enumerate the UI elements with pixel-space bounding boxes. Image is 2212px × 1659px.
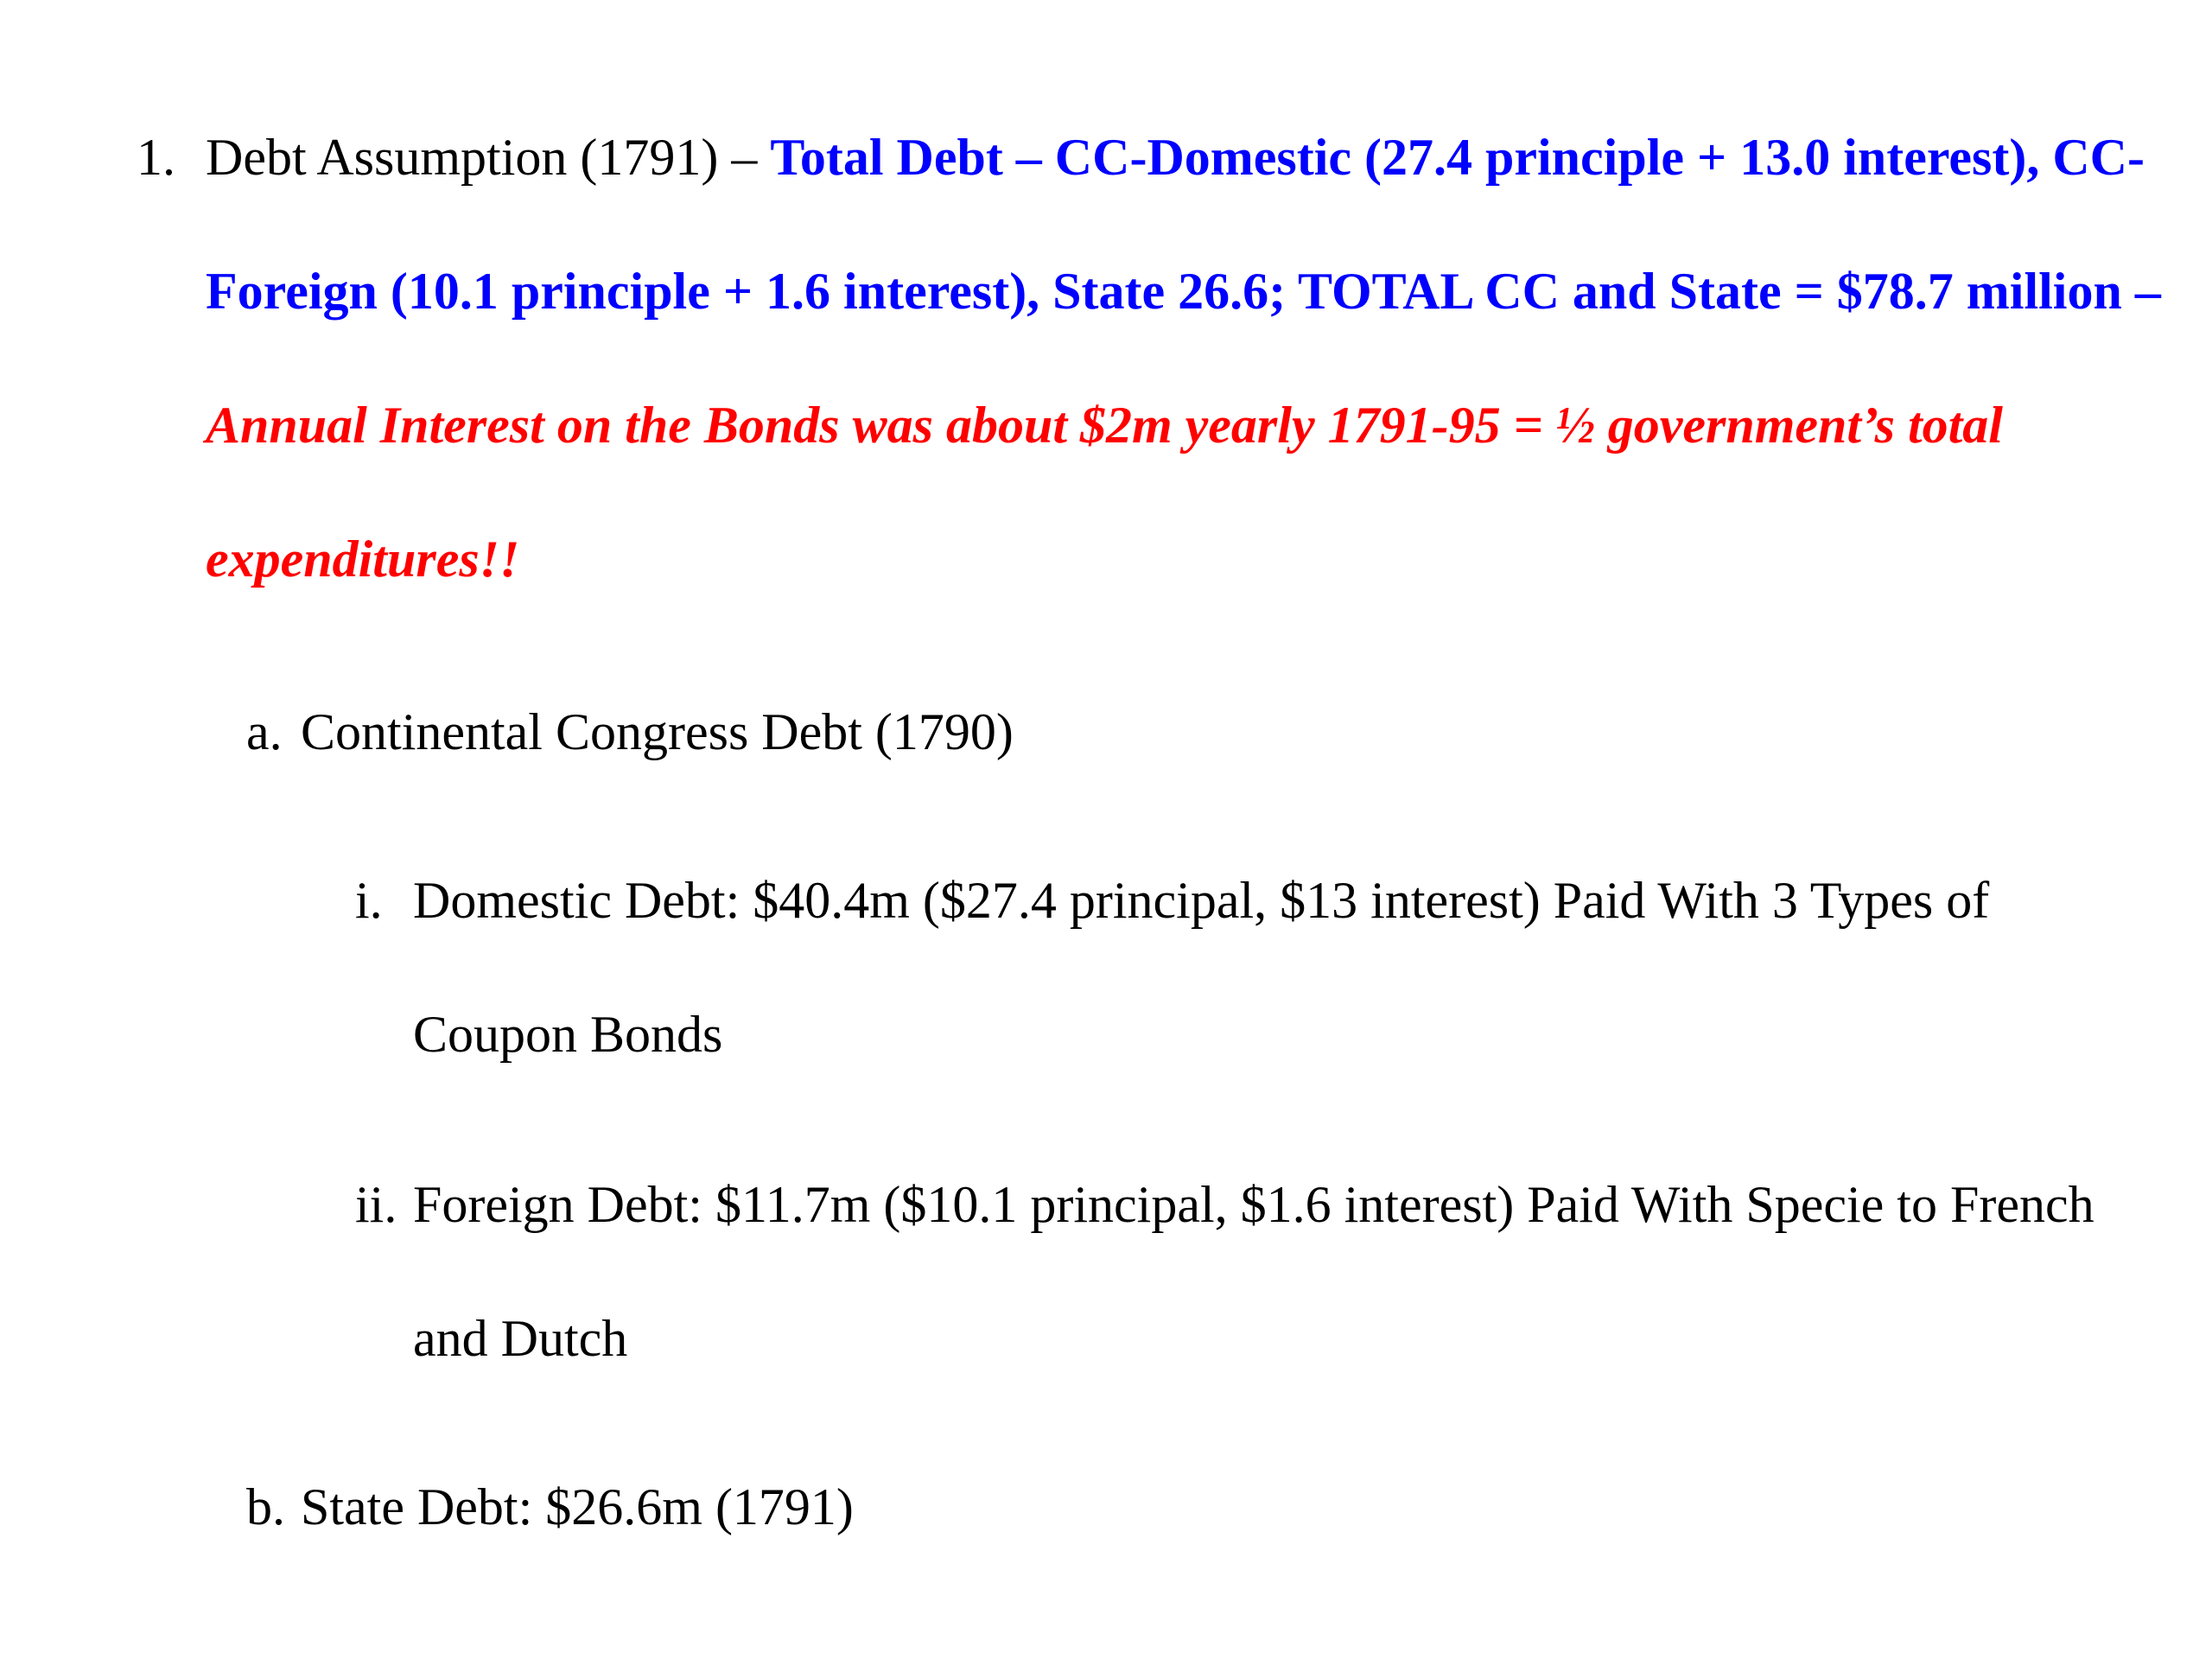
- outline-item-foreign-debt: [355, 1138, 2141, 1406]
- item-text: State Debt: $26.6m (1791): [301, 1478, 854, 1535]
- list-marker: b.: [246, 1478, 285, 1535]
- outline-item-continental-congress-debt: [246, 665, 2029, 799]
- outline-item-domestic-debt: [355, 834, 2141, 1102]
- item-text: Domestic Debt: $40.4m ($27.4 principal, $13 interest) Paid With 3 Types of Coupon Bonds: [413, 872, 1990, 1063]
- list-marker: ii.: [355, 1176, 397, 1233]
- highlight-red-text: Annual Interest on the Bonds was about $2m yearly 1791-95 = ½ government’s total expenditures!!: [206, 397, 2003, 588]
- highlight-blue-text: Total Debt – CC-Domestic (27.4 principle + 13.0 interest), CC-Foreign (10.1 principle + 1.6 interest), State 26.6; TOTAL CC and State = $78.7 million –: [206, 129, 2161, 320]
- item-text: [206, 91, 2193, 626]
- outline-item-state-debt: [246, 1440, 2029, 1574]
- outline-item-debt-assumption: [137, 91, 2193, 626]
- item-text: Continental Congress Debt (1790): [301, 703, 1014, 760]
- list-marker: a.: [246, 703, 283, 760]
- list-marker: i.: [355, 872, 383, 929]
- plain-text: Debt Assumption (1791) –: [206, 129, 771, 186]
- item-text: Foreign Debt: $11.7m ($10.1 principal, $1.6 interest) Paid With Specie to French and Dutch: [413, 1176, 2094, 1367]
- list-marker: 1.: [137, 129, 175, 186]
